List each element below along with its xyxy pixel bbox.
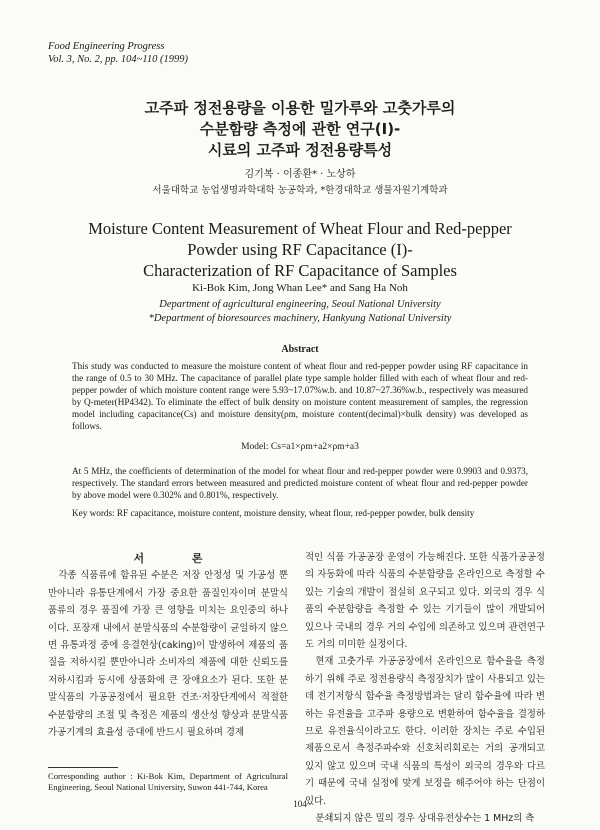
body-paragraph: 각종 식품류에 함유된 수분은 저장 안정성 및 가공성 뿐만아니라 유통단계에서 가장 중요한 품질인자이며 분말식품류의 경우 품질에 가장 큰 영향을 미치는 요인중의 하나이다. 포장재 내에서 분말식품의 수분함량이 균일하지 않으면 유통과정 중에 응결현상(caking)이 발생하여 제품의 품질을 저하시킬 뿐만아니라 소비자의 제품에 대한 신뢰도를 저하시킴과 동시에 상품화에 큰 장애요소가 된다. 또한 분말식품의 가공공정에서 필요한 건조·저장단계에서 적절한 수분함량의 조절 및 측정은 제품의 생산성 향상과 분말식품 가공기계의 효율성 증대에 반드시 필요하며 경제 (48, 570, 288, 739)
korean-title-line: 시료의 고주파 정전용량특성 (207, 141, 393, 159)
page-number: 104 (293, 799, 307, 809)
left-column (48, 550, 288, 741)
section-title: 서 론 (133, 552, 225, 565)
korean-authors: 김기복 · 이종환* · 노상하 (244, 169, 356, 180)
keywords: Key words: RF capacitance, moisture content, moisture density, wheat flour, red-pepper powder, bulk density (72, 508, 475, 518)
english-title (0, 218, 600, 281)
journal-header (48, 40, 188, 66)
abstract-paragraph: This study was conducted to measure the moisture content of wheat flour and red-pepper powder using RF capacitance in the range of 0.5 to 30 MHz. The capacitance of parallel plate type sample holder filled with each of wheat flour and red-pepper powder of which moisture content range were 5.93~17.07%w.b. and 10.87~27.36%w.b., respectively was measured by Q-meter(HP4342). To eliminate the effect of bulk density on moisture content measurement of samples, the regression model including capacitance(Cs) and moisture density(ρm, moisture content(decimal)×bulk density) was developed as follows. (72, 361, 528, 431)
journal-name: Food Engineering Progress (48, 41, 165, 52)
affiliation-line: *Department of bioresources machinery, Hankyung National University (148, 313, 452, 324)
affiliation-line: Department of agricultural engineering, Seoul National University (159, 299, 441, 310)
korean-title-line: 수분함량 측정에 관한 연구(I)- (199, 120, 401, 138)
english-affiliations (0, 298, 600, 326)
footnote: Corresponding author : Ki-Bok Kim, Department of Agricultural Engineering, Seoul National University, Suwon 441-744, Korea (48, 771, 288, 792)
english-title-line: Moisture Content Measurement of Wheat Flour and Red-pepper (88, 219, 512, 238)
footnote-rule (48, 767, 118, 768)
journal-volume: Vol. 3, No. 2, pp. 104~110 (1999) (48, 54, 188, 65)
english-authors: Ki-Bok Kim, Jong Whan Lee* and Sang Ha Noh (192, 282, 408, 294)
body-paragraph: 분쇄되지 않은 밀의 경우 상대유전상수는 1 MHz의 측 (315, 813, 535, 825)
korean-title (0, 98, 600, 161)
body-paragraph: 적인 식품 가공공장 운영이 가능해진다. 또한 식품가공공정의 자동화에 따라 식품의 수분함량을 온라인으로 측정할 수 있는 기술의 개발이 절실히 요구되고 있다. 외국의 경우 식품의 수분함량을 측정할 수 있는 기기들이 많이 개발되어 있으나 국내의 경우 거의 수입에 의존하고 있으며 관련연구도 거의 미미한 실정이다. (305, 552, 545, 651)
abstract-paragraph: At 5 MHz, the coefficients of determination of the model for wheat flour and red-pepper powder were 0.9903 and 0.9373, respectively. The standard errors between measured and predicted moisture content of wheat flour and red-pepper powder by above model were 0.302% and 0.801%, respectively. (72, 466, 528, 500)
body-paragraph: 현재 고춧가루 가공공장에서 온라인으로 함수율을 측정하기 위해 주로 정전용량식 측정장치가 많이 사용되고 있는데 전기저항식 함수율 측정방법과는 달리 함수율에 따라 변하는 유전율을 고주파 용량으로 변환하여 함수율을 결정하므로 유전율식이라고도 한다. 이러한 장치는 주로 수입된 제품으로서 측정주파수와 신호처리회로는 거의 공개되고 있지 않고 있으며 국내 식품의 특성이 외국의 경우와 다르기 때문에 국내 실정에 맞게 보정을 해주어야 하는 단점이 있다. (305, 656, 545, 807)
model-equation: Model: Cs=a1×ρm+a2×ρm+a3 (241, 442, 359, 452)
english-title-line: Powder using RF Capacitance (I)- (187, 240, 413, 259)
right-column (305, 549, 545, 828)
abstract-heading: Abstract (281, 344, 319, 355)
korean-title-line: 고주파 정전용량을 이용한 밀가루와 고춧가루의 (144, 99, 456, 117)
korean-affiliation: 서울대학교 농업생명과학대학 농공학과, *한경대학교 생물자원기계학과 (152, 185, 448, 196)
english-title-line: Characterization of RF Capacitance of Samples (143, 261, 457, 280)
